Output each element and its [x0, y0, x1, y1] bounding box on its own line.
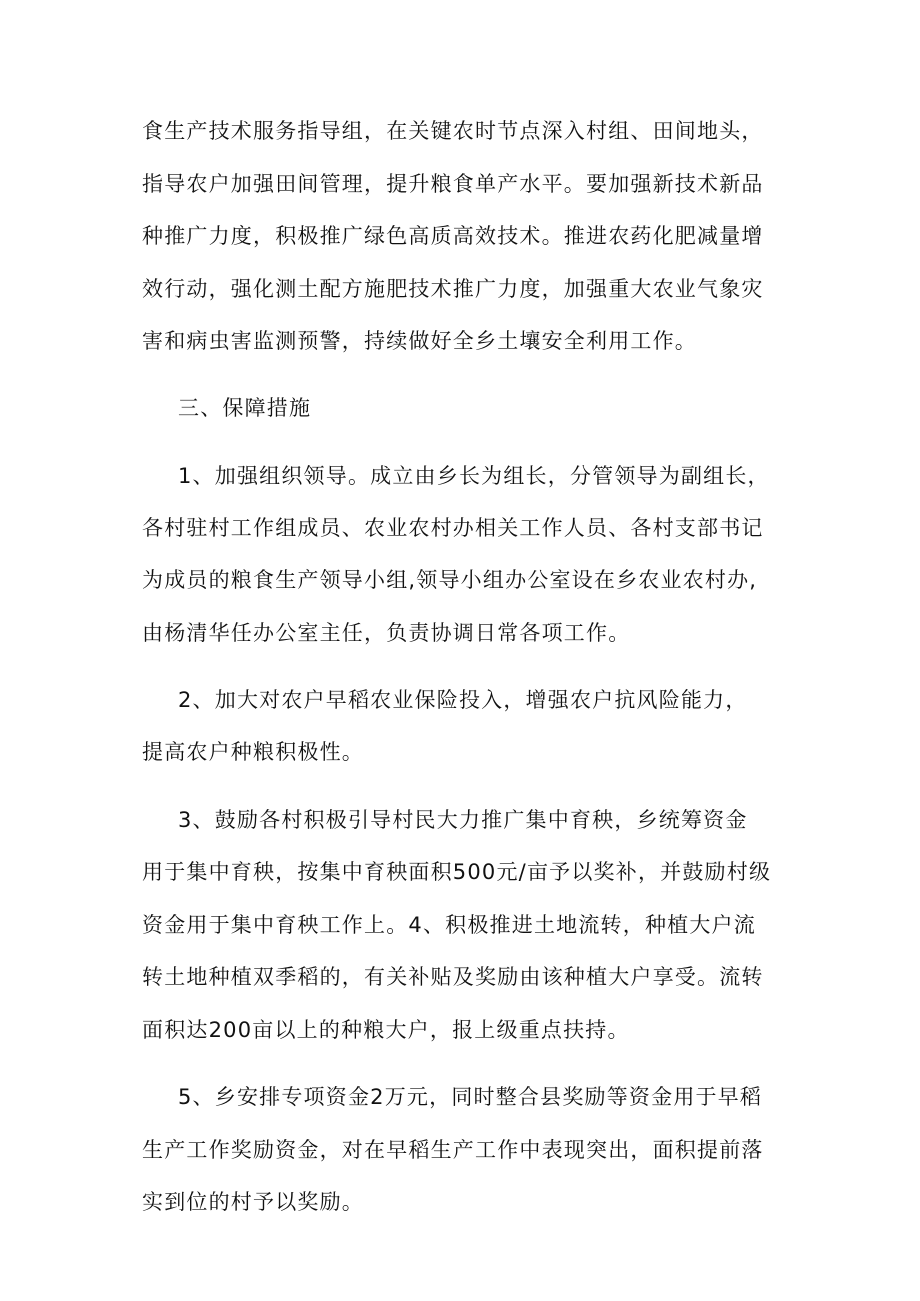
text-line: 资金用于集中育秧工作上。4、积极推进土地流转，种植大户流: [142, 913, 756, 937]
text-line: 用于集中育秧，按集中育秧面积500元/亩予以奖补，并鼓励村级: [142, 860, 772, 884]
text-line: 1、加强组织领导。成立由乡长为组长，分管领导为副组长，: [178, 464, 770, 488]
text-line: 生产工作奖励资金，对在早稻生产工作中表现突出，面积提前落: [142, 1138, 764, 1162]
text-line: 食生产技术服务指导组，在关键农时节点深入村组、田间地头，: [142, 119, 764, 143]
text-line: 害和病虫害监测预警，持续做好全乡土壤安全利用工作。: [142, 329, 697, 353]
text-line: 3、鼓励各村积极引导村民大力推广集中育秧，乡统筹资金: [178, 808, 748, 832]
text-line: 5、乡安排专项资金2万元，同时整合县奖励等资金用于早稻: [178, 1085, 763, 1109]
text-line: 各村驻村工作组成员、农业农村办相关工作人员、各村支部书记: [142, 516, 764, 540]
text-line: 指导农户加强田间管理，提升粮食单产水平。要加强新技术新品: [142, 172, 764, 196]
text-line: 为成员的粮食生产领导小组,领导小组办公室设在乡农业农村办,: [142, 568, 758, 592]
text-line: 效行动，强化测土配方施肥技术推广力度，加强重大农业气象灾: [142, 277, 764, 301]
text-line: 实到位的村予以奖励。: [142, 1190, 364, 1214]
section-heading: 三、保障措施: [178, 396, 312, 420]
text-line: 转土地种植双季稻的，有关补贴及奖励由该种植大户享受。流转: [142, 965, 764, 989]
text-line: 面积达200亩以上的种粮大户，报上级重点扶持。: [142, 1018, 630, 1042]
text-line: 种推广力度，积极推广绿色高质高效技术。推进农药化肥减量增: [142, 224, 764, 248]
text-line: 2、加大对农户早稻农业保险投入，增强农户抗风险能力，: [178, 688, 748, 712]
text-line: 由杨清华任办公室主任，负责协调日常各项工作。: [142, 621, 631, 645]
text-line: 提高农户种粮积极性。: [142, 740, 364, 764]
